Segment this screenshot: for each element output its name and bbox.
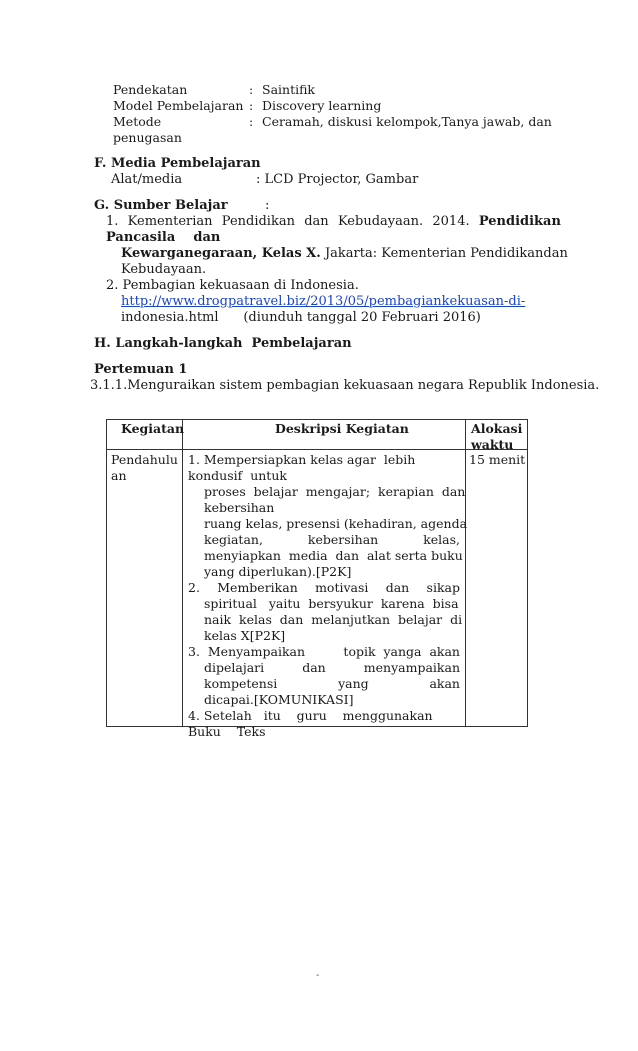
metode-value: Ceramah, diskusi kelompok,Tanya jawab, dan [262,114,552,129]
desc-line: 1. Mempersiapkan kelas agar lebih [188,452,416,467]
desc-line: ruang kelas, presensi (kehadiran, agenda [204,516,468,531]
ref1-word: Kementerian [127,214,213,229]
desc-line: kelas X[P2K] [204,628,286,643]
desc-line: dicapai.[KOMUNIKASI] [204,692,354,707]
desc-line: kebersihan [204,500,275,515]
ref1-title-bold: Kewarganegaraan, Kelas X. [121,246,321,261]
model-colon: : [249,98,254,113]
reference-2-line-1: 2. Pembagian kekuasaan di Indonesia. [106,278,359,293]
desc-word: menyampaikan [363,660,460,675]
ref1-word: 2014. [432,214,470,229]
ref1-word: dan [304,214,329,229]
desc-line: 4. Setelah itu guru menggunakan [188,708,433,723]
pendekatan-value: Saintifik [262,82,315,97]
desc-line: proses belajar mengajar; kerapian dan [204,484,466,499]
ref1-word: Pendidikan [478,214,561,229]
ref1-word: 1. [106,214,119,229]
section-g-colon: : [265,198,270,213]
desc-word: 3. Menyampaikan [188,644,306,659]
desc-word: dan [302,660,326,675]
section-g-heading: G. Sumber Belajar [94,198,228,213]
desc-line: menyiapkan media dan alat serta buku [204,548,463,563]
desc-word: Memberikan [217,580,298,595]
desc-word: yang [338,676,369,691]
header-waktu: waktu [471,437,514,452]
model-value: Discovery learning [262,98,382,113]
desc-line: Buku Teks [188,724,266,739]
ref1-word: Pendidikan [221,214,295,229]
table-divider [465,420,466,726]
metode-label: Metode [113,114,162,129]
reference-1-line-4: Kebudayaan. [121,262,207,277]
indicator-text: 3.1.1.Menguraikan sistem pembagian kekuasaan negara Republik Indonesia. [90,378,600,393]
alat-media-label: Alat/media [111,172,183,187]
header-deskripsi: Deskripsi Kegiatan [275,421,409,436]
desc-line [204,532,460,548]
desc-line [188,644,460,660]
reference-2-link[interactable]: http://www.drogpatravel.biz/2013/05/pembagiankekuasan-di- [121,294,526,309]
metode-colon: : [249,114,254,129]
desc-word: dan [385,580,410,595]
pendekatan-label: Pendekatan [113,82,188,97]
desc-word: 2. [188,580,200,595]
activity-table [106,419,528,739]
desc-line: spiritual yaitu bersyukur karena bisa [204,596,459,611]
desc-line [188,580,460,596]
reference-1-line-1 [106,214,561,230]
desc-line: yang diperlukan).[P2K] [204,564,352,579]
page-mark: - [316,970,320,981]
row-waktu: 15 menit [469,452,526,467]
row-kegiatan-cont: an [111,468,127,483]
desc-word: akan [429,676,460,691]
header-kegiatan: Kegiatan [121,421,185,436]
ref1-publisher: Jakarta: Kementerian Pendidikandan [320,246,568,261]
header-alokasi: Alokasi [471,421,523,436]
alat-media-value: : LCD Projector, Gambar [256,172,419,187]
table-divider [107,449,527,450]
section-f-heading: F. Media Pembelajaran [94,156,261,171]
desc-word: topik yanga akan [343,644,460,659]
meeting-title: Pertemuan 1 [94,362,188,377]
table-divider [182,420,183,726]
desc-word: kelas, [423,532,460,547]
metode-continuation: penugasan [113,130,182,145]
desc-word: sikap [426,580,460,595]
desc-word: kegiatan, [204,532,263,547]
reference-1-line-2: Pancasila dan [106,230,221,245]
pendekatan-colon: : [249,82,254,97]
desc-line: kondusif untuk [188,468,287,483]
ref1-word: Kebudayaan. [337,214,424,229]
desc-word: kebersihan [307,532,379,547]
desc-word: dipelajari [204,660,265,675]
row-kegiatan: Pendahulu [111,452,178,467]
reference-2-line-3: indonesia.html (diunduh tanggal 20 Februari 2016) [121,310,481,325]
model-label: Model Pembelajaran [113,98,244,113]
section-h-heading: H. Langkah-langkah Pembelajaran [94,336,352,351]
desc-word: kompetensi [204,676,278,691]
desc-line [204,676,460,692]
desc-word: motivasi [315,580,369,595]
desc-line [204,660,460,676]
reference-1-line-3 [121,246,568,262]
desc-line: naik kelas dan melanjutkan belajar di [204,612,463,627]
